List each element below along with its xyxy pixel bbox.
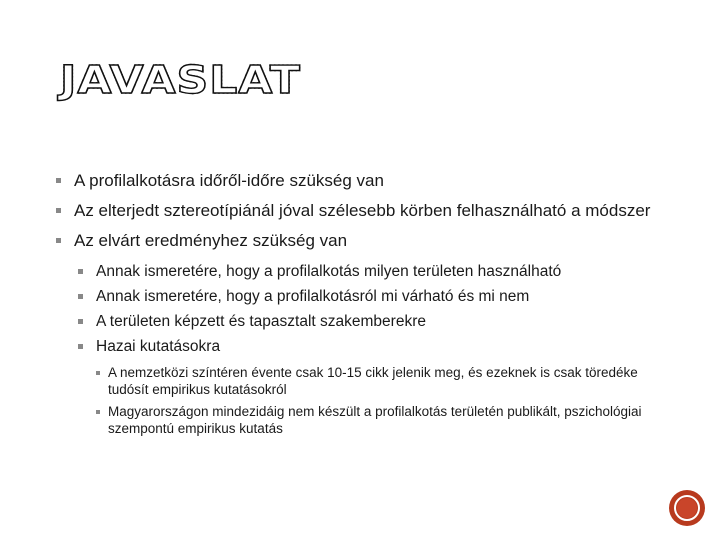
list-item — [78, 259, 676, 284]
list-item — [78, 284, 676, 309]
bullet-list — [56, 170, 676, 437]
list-item-text: Az elterjedt sztereotípiánál jóval szélesebb körben felhasználható a módszer — [74, 201, 651, 220]
list-item-text: A területen képzett és tapasztalt szakemberekre — [96, 313, 426, 330]
list-item-text: A nemzetközi színtéren évente csak 10-15 cikk jelenik meg, és ezeknek is csak töredéke tudósít empirikus kutatásokról — [108, 365, 638, 397]
list-item-text: Annak ismeretére, hogy a profilalkotás milyen területen használható — [96, 263, 562, 280]
list-item — [56, 170, 676, 191]
list-item-text: Az elvárt eredményhez szükség van — [74, 231, 348, 250]
list-item — [56, 230, 676, 251]
bullet-square-icon — [96, 371, 100, 375]
list-item-text: Magyarországon mindezidáig nem készült a profilalkotás területén publikált, pszichológiai szempontú empirikus kutatás — [108, 404, 642, 436]
bullet-square-icon — [96, 410, 100, 414]
bullet-square-icon — [56, 238, 61, 243]
list-item-text: Annak ismeretére, hogy a profilalkotásról mi várható és mi nem — [96, 288, 530, 305]
sub-list — [78, 259, 676, 359]
circle-nav-icon[interactable] — [669, 490, 705, 526]
bullet-square-icon — [78, 269, 83, 274]
slide-title: JAVASLAT — [60, 58, 301, 103]
bullet-square-icon — [56, 178, 61, 183]
list-item — [78, 334, 676, 359]
list-item — [96, 365, 676, 398]
list-item-text: A profilalkotásra időről-időre szükség van — [74, 171, 384, 190]
bullet-square-icon — [56, 208, 61, 213]
ring-fill — [677, 498, 697, 518]
list-item — [96, 404, 676, 437]
bullet-square-icon — [78, 319, 83, 324]
list-item — [78, 309, 676, 334]
list-item — [56, 200, 676, 221]
sub-sub-list — [96, 365, 676, 437]
bullet-square-icon — [78, 344, 83, 349]
list-item-text: Hazai kutatásokra — [96, 338, 221, 355]
bullet-square-icon — [78, 294, 83, 299]
